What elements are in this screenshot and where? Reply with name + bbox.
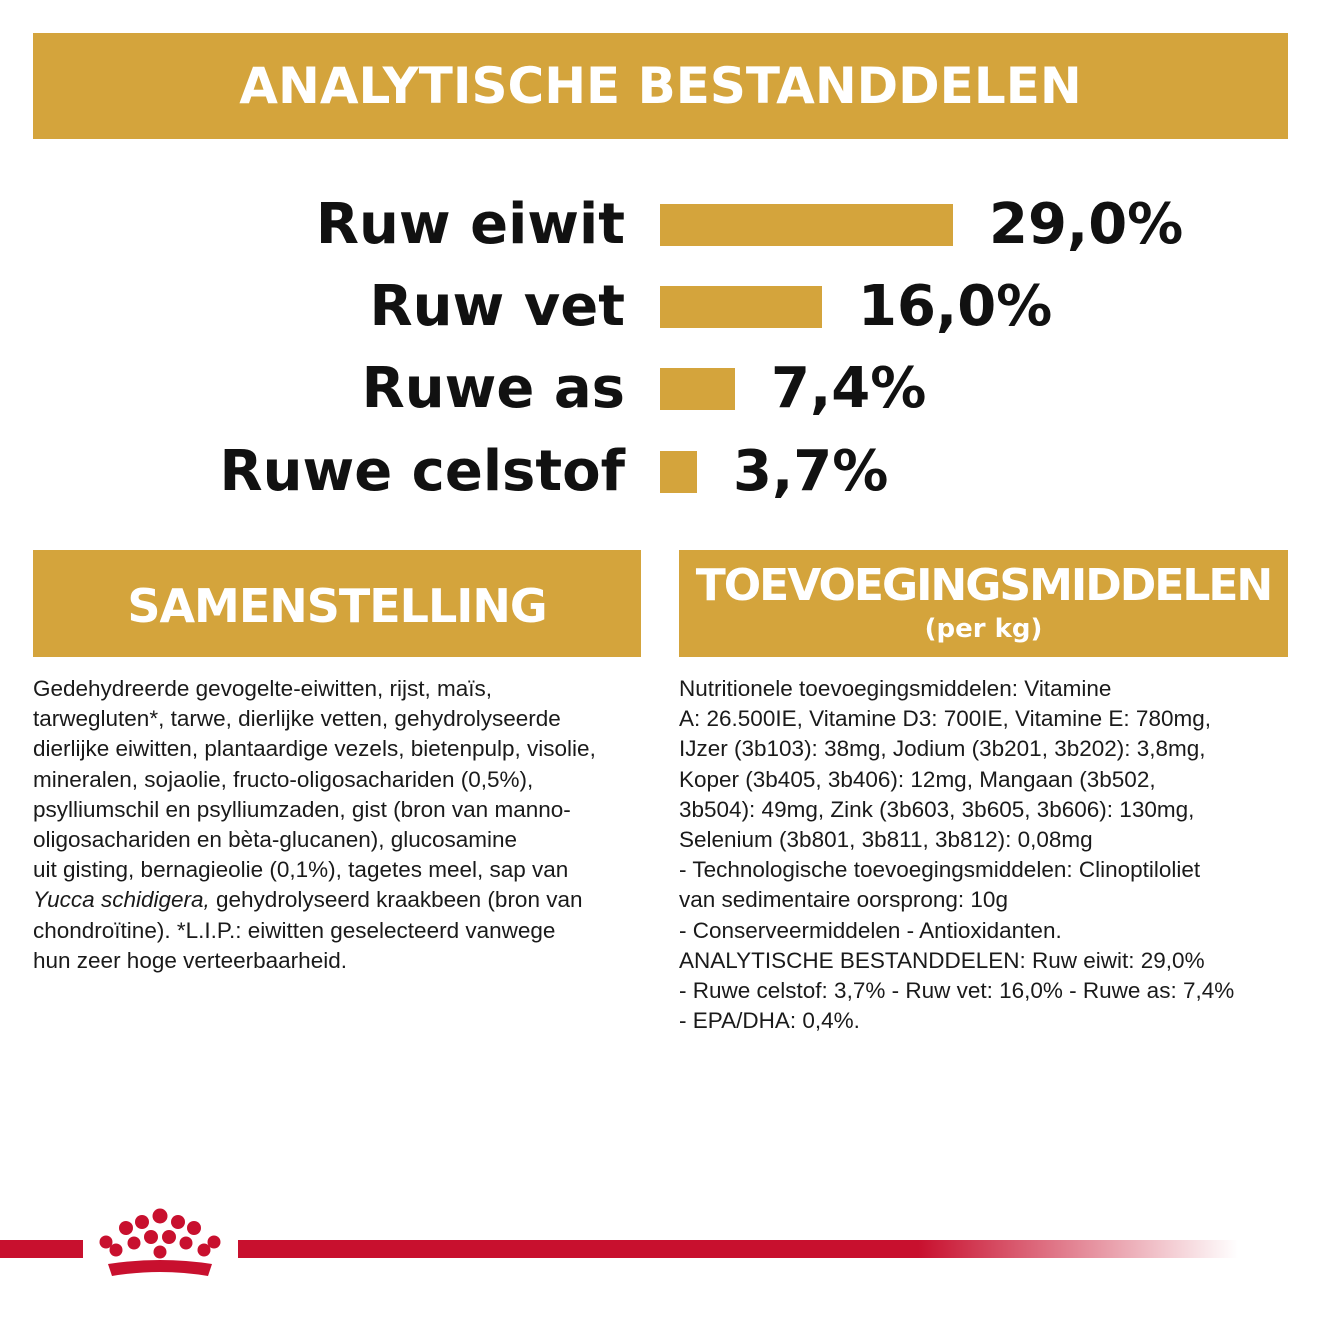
- composition-line: hun zeer hoge verteerbaarheid.: [33, 947, 347, 973]
- analysis-row: [0, 272, 1320, 342]
- composition-line: psylliumschil en psylliumzaden, gist (bron van manno-: [33, 796, 571, 822]
- analysis-label: Ruw vet: [369, 274, 625, 339]
- additives-header: [679, 550, 1288, 657]
- additives-line: A: 26.500IE, Vitamine D3: 700IE, Vitamine E: 780mg,: [679, 706, 1211, 732]
- analysis-value: 7,4%: [771, 356, 927, 421]
- analysis-value: 3,7%: [733, 439, 889, 504]
- additives-text: [679, 674, 1289, 1036]
- composition-line: mineralen, sojaolie, fructo-oligosachariden (0,5%),: [33, 766, 534, 792]
- analysis-row: [0, 437, 1320, 507]
- analysis-row: [0, 354, 1320, 424]
- composition-line: dierlijke eiwitten, plantaardige vezels, bietenpulp, visolie,: [33, 736, 596, 762]
- additives-line: Nutritionele toevoegingsmiddelen: Vitamine: [679, 676, 1112, 701]
- royal-canin-crown-icon: [90, 1206, 230, 1286]
- composition-line: oligosachariden en bèta-glucanen), glucosamine: [33, 827, 518, 853]
- analysis-row: [0, 190, 1320, 260]
- composition-line: tarwegluten*, tarwe, dierlijke vetten, gehydrolyseerde: [33, 706, 561, 732]
- brand-stripe-right: [238, 1240, 1238, 1258]
- analysis-value: 16,0%: [858, 274, 1053, 339]
- additives-line: - EPA/DHA: 0,4%.: [679, 1008, 860, 1034]
- analytical-header-title: ANALYTISCHE BESTANDDELEN: [239, 57, 1082, 115]
- additives-line: 3b504): 49mg, Zink (3b603, 3b605, 3b606): 130mg,: [679, 796, 1195, 822]
- additives-line: - Ruwe celstof: 3,7% - Ruw vet: 16,0% - Ruwe as: 7,4%: [679, 978, 1235, 1004]
- composition-text: [33, 674, 653, 976]
- additives-line: Selenium (3b801, 3b811, 3b812): 0,08mg: [679, 827, 1093, 853]
- analysis-label: Ruwe as: [361, 356, 625, 421]
- analysis-label: Ruwe celstof: [219, 439, 625, 504]
- composition-line-rest: gehydrolyseerd kraakbeen (bron van: [209, 887, 583, 913]
- analysis-bar: [660, 286, 822, 328]
- additives-header-subtitle: (per kg): [924, 614, 1043, 644]
- composition-header: [33, 550, 641, 657]
- analytical-header: [33, 33, 1288, 139]
- analysis-bar: [660, 368, 735, 410]
- additives-header-title: TOEVOEGINGSMIDDELEN: [695, 560, 1272, 611]
- additives-line: - Conserveermiddelen - Antioxidanten.: [679, 917, 1062, 943]
- yucca-italic: Yucca schidigera,: [33, 887, 210, 913]
- composition-line: chondroïtine). *L.I.P.: eiwitten geselecteerd vanwege: [33, 917, 556, 943]
- analysis-bar: [660, 204, 953, 246]
- composition-line: Gedehydreerde gevogelte-eiwitten, rijst, maïs,: [33, 676, 492, 701]
- additives-line: van sedimentaire oorsprong: 10g: [679, 887, 1008, 913]
- composition-header-title: SAMENSTELLING: [127, 579, 547, 633]
- composition-line-yucca: [33, 885, 653, 915]
- brand-stripe-left: [0, 1240, 83, 1258]
- analysis-label: Ruw eiwit: [315, 192, 625, 257]
- composition-line: uit gisting, bernagieolie (0,1%), tagetes meel, sap van: [33, 857, 569, 883]
- analysis-value: 29,0%: [989, 192, 1184, 257]
- additives-line: Koper (3b405, 3b406): 12mg, Mangaan (3b502,: [679, 766, 1156, 792]
- additives-line: IJzer (3b103): 38mg, Jodium (3b201, 3b202): 3,8mg,: [679, 736, 1206, 762]
- analysis-bar: [660, 451, 697, 493]
- additives-line: ANALYTISCHE BESTANDDELEN: Ruw eiwit: 29,0%: [679, 947, 1205, 973]
- additives-line: - Technologische toevoegingsmiddelen: Clinoptiloliet: [679, 857, 1201, 883]
